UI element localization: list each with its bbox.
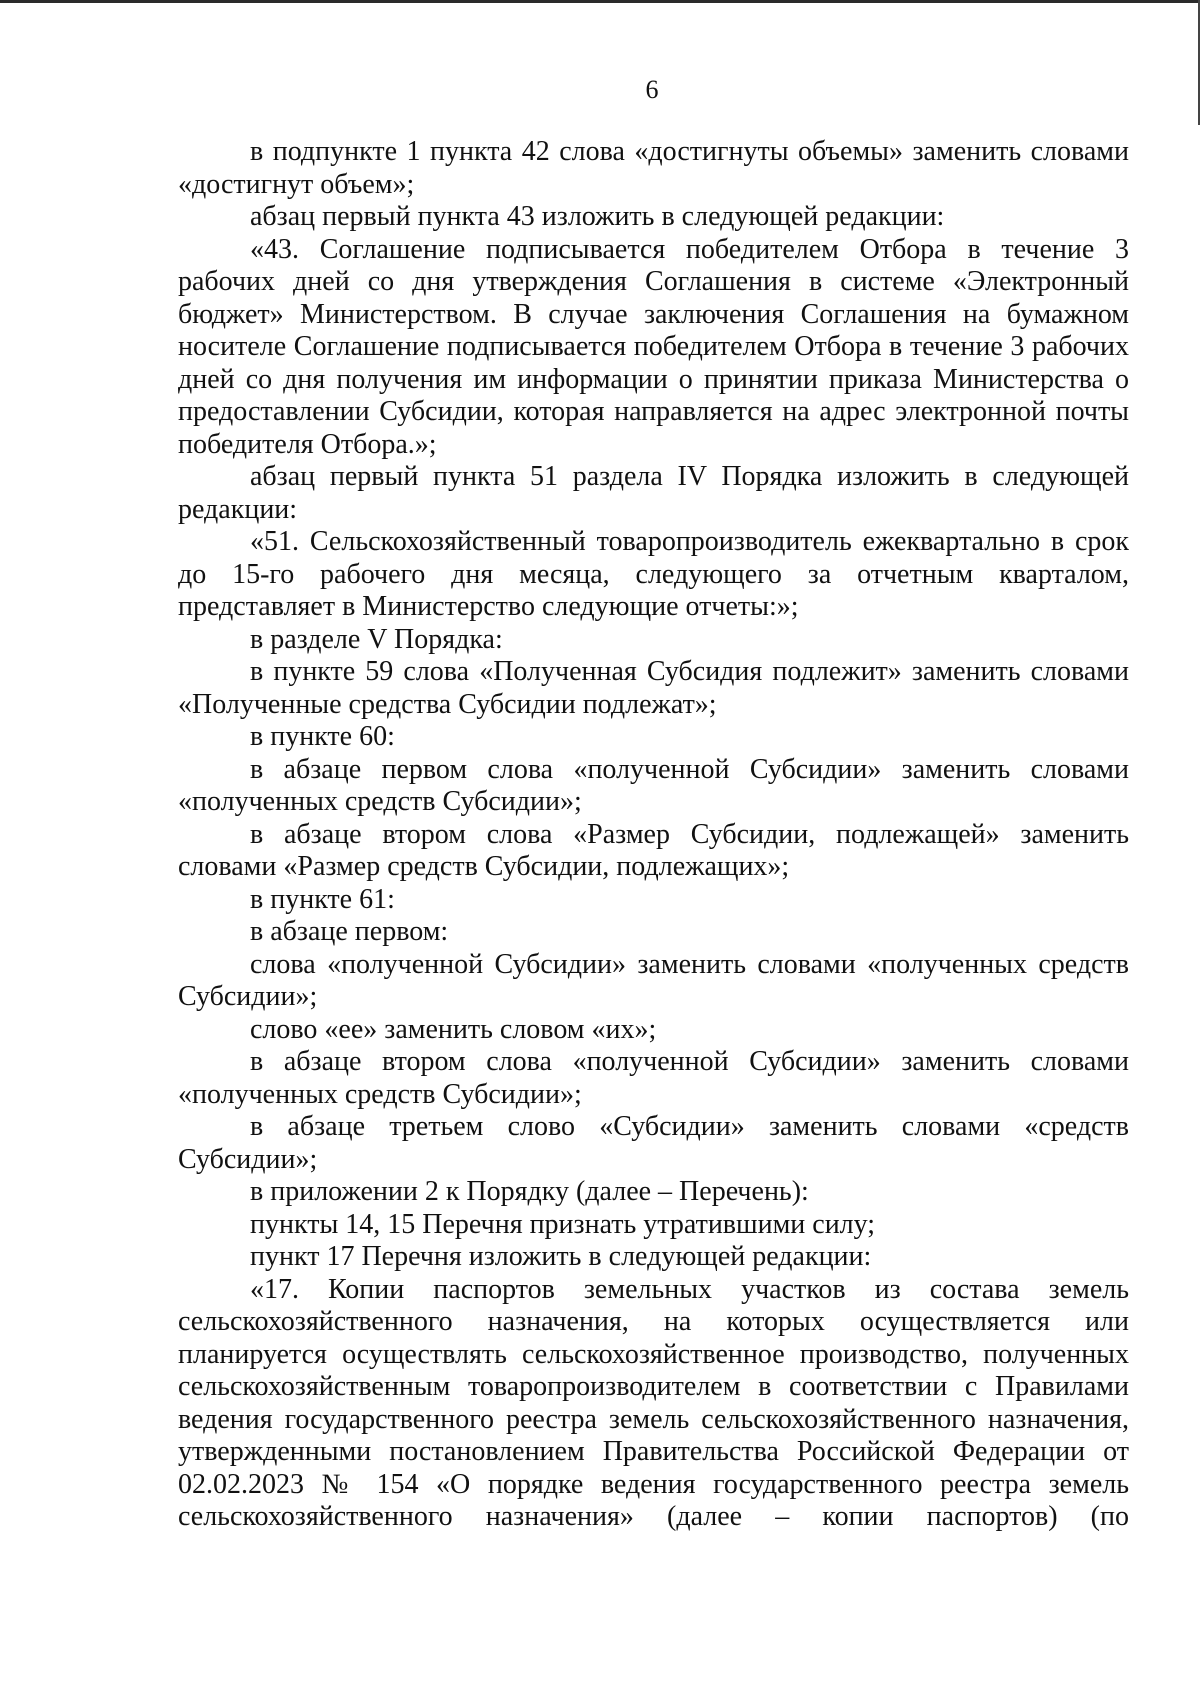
paragraph: слова «полученной Субсидии» заменить словами «полученных средств Субсидии»; [178,948,1129,1012]
scan-edge-top [0,0,1200,3]
paragraph: слово «ее» заменить словом «их»; [250,1013,657,1045]
paragraph: абзац первый пункта 43 изложить в следующей редакции: [250,201,945,232]
paragraph: в пункте 59 слова «Полученная Субсидия подлежит» заменить словами «Полученные средства Субсидии подлежат»; [178,656,1129,720]
document-body [178,136,1129,1534]
paragraph: пункты 14, 15 Перечня признать утратившими силу; [250,1208,876,1240]
paragraph: в пункте 61: [250,883,395,915]
paragraph: в абзаце втором слова «Размер Субсидии, подлежащей» заменить словами «Размер средств Субсидии, подлежащих»; [178,818,1129,882]
paragraph: в абзаце третьем слово «Субсидии» заменить словами «средств Субсидии»; [178,1111,1129,1175]
paragraph: «17. Копии паспортов земельных участков из состава земель сельскохозяйственного назначения, на которых осуществляется или планируется осуществлять сельскохозяйственное производство, полученных сельскохозяйственным товаропроизводителем в соответствии с Правилами ведения государственного реестра земель сельскохозяйственного назначения, утвержденными постановлением Правительства Российской Федерации от 02.02.2023 № 154 «О порядке ведения государственного реестра земель сельскохозяйственного назначения» (далее – копии паспортов) (по [178,1273,1129,1532]
page-number: 6 [645,75,659,104]
paragraph: пункт 17 Перечня изложить в следующей редакции: [250,1241,872,1272]
paragraph: в абзаце первом слова «полученной Субсидии» заменить словами «полученных средств Субсидии»; [178,753,1129,817]
paragraph: в разделе V Порядка: [250,623,503,655]
paragraph: в приложении 2 к Порядку (далее – Перечень): [250,1176,809,1207]
paragraph: «43. Соглашение подписывается победителем Отбора в течение 3 рабочих дней со дня утверждения Соглашения в системе «Электронный бюджет» Министерством. В случае заключения Соглашения на бумажном носителе Соглашение подписывается победителем Отбора в течение 3 рабочих дней со дня получения им информации о принятии приказа Министерства о предоставлении Субсидии, которая направляется на адрес электронной почты победителя Отбора.»; [178,233,1129,460]
paragraph: в подпункте 1 пункта 42 слова «достигнуты объемы» заменить словами «достигнут объем»; [178,136,1129,200]
paragraph: абзац первый пункта 51 раздела IV Порядка изложить в следующей редакции: [178,461,1129,525]
paragraph: в абзаце втором слова «полученной Субсидии» заменить словами «полученных средств Субсидии»; [178,1046,1129,1110]
paragraph: «51. Сельскохозяйственный товаропроизводитель ежеквартально в срок до 15-го рабочего дня месяца, следующего за отчетным кварталом, представляет в Министерство следующие отчеты:»; [178,526,1129,622]
paragraph: в пункте 60: [250,721,395,752]
paragraph: в абзаце первом: [250,916,449,947]
